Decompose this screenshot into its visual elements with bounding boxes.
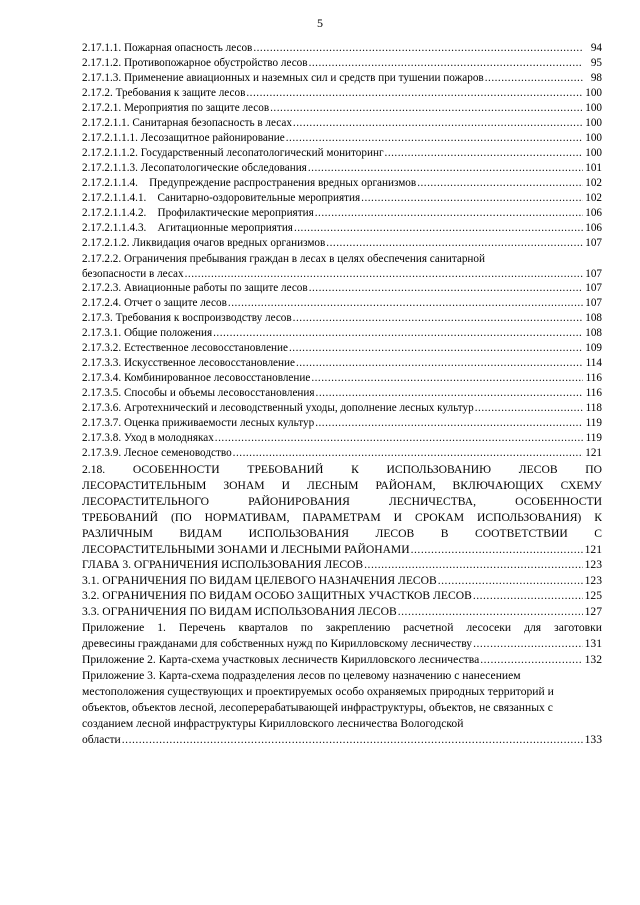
toc-entry-text: 2.18. ОСОБЕННОСТИ ТРЕБОВАНИЙ К ИСПОЛЬЗОВАНИЮ ЛЕСОВ ПО	[82, 463, 602, 476]
toc-page-number: 121	[585, 447, 602, 459]
toc-leader-dots	[293, 312, 583, 324]
toc-entry	[82, 357, 602, 372]
toc-entry-text: 2.17.2.1.2. Ликвидация очагов вредных организмов	[82, 237, 326, 249]
toc-entry-text: 2.17.1.2. Противопожарное обустройство лесов	[82, 57, 308, 69]
toc-entry-text: 2.17.3.7. Оценка приживаемости лесных культур	[82, 417, 315, 429]
toc-leader-dots	[398, 605, 583, 618]
toc-page-number: 102	[585, 177, 602, 189]
toc-entry-text: ГЛАВА 3. ОГРАНИЧЕНИЯ ИСПОЛЬЗОВАНИЯ ЛЕСОВ	[82, 558, 364, 571]
toc-entry-text: древесины гражданами для собственных нужд по Кирилловскому лесничеству	[82, 637, 473, 650]
toc-page-number: 100	[585, 102, 602, 114]
toc-page-number: 107	[585, 237, 602, 249]
toc-leader-dots	[122, 732, 583, 748]
toc-leader-dots	[311, 372, 583, 384]
toc-entry-text: 2.17.2.1.1.4.3. Агитационные мероприятия	[82, 222, 293, 234]
toc-entry	[82, 72, 602, 87]
toc-entry-appendix-2	[82, 652, 602, 668]
toc-page-number: 107	[585, 268, 602, 280]
toc-entry	[82, 57, 602, 72]
toc-page-number: 100	[585, 117, 602, 129]
toc-page-number: 118	[585, 402, 602, 414]
toc-entry-text: 2.17.3. Требования к воспроизводству лесов	[82, 312, 292, 324]
toc-leader-dots	[213, 327, 583, 339]
toc-entry	[82, 282, 602, 297]
toc-entry-text: 2.17.2.4. Отчет о защите лесов	[82, 297, 227, 309]
toc-page-number: 123	[584, 558, 602, 571]
toc-entry-text: Приложение 1. Перечень кварталов по закреплению расчетной лесосеки для заготовки	[82, 621, 602, 634]
toc-entry	[82, 177, 602, 192]
toc-entry-text: созданием лесной инфраструктуры Кирилловского лесничества Вологодской	[82, 717, 464, 730]
toc-entry-text: 3.3. ОГРАНИЧЕНИЯ ПО ВИДАМ ИСПОЛЬЗОВАНИЯ ЛЕСОВ	[82, 604, 397, 618]
table-of-contents	[82, 42, 602, 748]
toc-entry	[82, 297, 602, 312]
toc-entry	[82, 87, 602, 102]
toc-entry	[82, 327, 602, 342]
toc-leader-dots	[253, 42, 583, 54]
toc-entry-text: 2.17.3.6. Агротехнический и лесоводственный уходы, дополнение лесных культур	[82, 402, 474, 414]
toc-leader-dots	[438, 574, 583, 587]
toc-leader-dots	[215, 432, 583, 444]
toc-page-number: 101	[585, 162, 602, 174]
toc-entry-text: 2.17.3.5. Способы и объемы лесовосстановления	[82, 387, 315, 399]
toc-entry	[82, 447, 602, 462]
toc-leader-dots	[473, 589, 583, 602]
toc-entry	[82, 192, 602, 207]
toc-page-number: 133	[584, 733, 602, 746]
toc-page-number: 106	[585, 222, 602, 234]
toc-entry-text: 2.17.3.3. Искусственное лесовосстановление	[82, 357, 295, 369]
toc-leader-dots	[309, 57, 583, 69]
toc-page-number: 121	[584, 543, 602, 556]
toc-group-chapter-3	[82, 558, 602, 620]
toc-entry-text: 2.17.2.1.1.1. Лесозащитное районирование	[82, 132, 285, 144]
toc-entry	[82, 589, 602, 605]
toc-entry-text: ЛЕСОРАСТИТЕЛЬНОГО РАЙОНИРОВАНИЯ ЛЕСНИЧЕСТВА, ОСОБЕННОСТИ	[82, 495, 602, 508]
toc-entry-text: 2.17.3.1. Общие положения	[82, 327, 213, 339]
toc-entry-text: 2.17.2.3. Авиационные работы по защите лесов	[82, 282, 308, 294]
toc-leader-dots	[485, 72, 583, 84]
toc-leader-dots	[228, 297, 583, 309]
toc-page-number: 108	[585, 327, 602, 339]
toc-page-number: 98	[590, 72, 602, 84]
toc-entry	[82, 342, 602, 357]
toc-page-number: 107	[585, 282, 602, 294]
toc-entry-text: 2.17.2.1.1.4.2. Профилактические мероприятия	[82, 207, 314, 219]
toc-group-forest-protection	[82, 42, 602, 252]
toc-entry-text: 2.17.2.2. Ограничения пребывания граждан в лесах в целях обеспечения санитарной	[82, 253, 485, 265]
toc-page-number: 108	[585, 312, 602, 324]
toc-leader-dots	[308, 162, 583, 174]
toc-entry-text: 2.17.1.1. Пожарная опасность лесов	[82, 42, 253, 54]
toc-entry-text: области	[82, 733, 121, 746]
toc-entry	[82, 117, 602, 132]
toc-entry-text: ЛЕСОРАСТИТЕЛЬНЫМ ЗОНАМ И ЛЕСНЫМ РАЙОНАМ, ВКЛЮЧАЮЩИХ СХЕМУ	[82, 479, 602, 492]
toc-entry-text: 2.17.2. Требования к защите лесов	[82, 87, 246, 99]
toc-entry-text: объектов, объектов лесной, лесоперерабатывающей инфраструктуры, объектов, не связанных с	[82, 701, 553, 714]
toc-page-number: 100	[585, 87, 602, 99]
toc-leader-dots	[293, 117, 583, 129]
toc-entry	[82, 417, 602, 432]
toc-entry-appendix-3	[82, 668, 602, 748]
toc-page-number: 106	[585, 207, 602, 219]
toc-entry	[82, 402, 602, 417]
toc-leader-dots	[316, 387, 583, 399]
toc-entry-restrictions	[82, 252, 602, 282]
toc-page-number: 119	[585, 432, 602, 444]
page-number: 5	[317, 16, 323, 30]
toc-entry-text: 2.17.3.9. Лесное семеноводство	[82, 447, 232, 459]
toc-leader-dots	[315, 207, 583, 219]
toc-page-number: 119	[585, 417, 602, 429]
toc-entry	[82, 387, 602, 402]
toc-entry-text: 3.2. ОГРАНИЧЕНИЯ ПО ВИДАМ ОСОБО ЗАЩИТНЫХ УЧАСТКОВ ЛЕСОВ	[82, 589, 472, 602]
toc-leader-dots	[294, 222, 583, 234]
toc-page-number: 100	[585, 147, 602, 159]
toc-entry-text: 2.17.2.1.1.2. Государственный лесопатологический мониторинг	[82, 147, 384, 159]
toc-entry-text: ТРЕБОВАНИЙ (ПО НОРМАТИВАМ, ПАРАМЕТРАМ И СРОКАМ ИСПОЛЬЗОВАНИЯ) К	[82, 511, 602, 524]
toc-page-number: 127	[584, 604, 602, 618]
toc-page-number: 114	[585, 357, 602, 369]
toc-page-number: 116	[585, 387, 602, 399]
toc-entry	[82, 432, 602, 447]
toc-entry-text: 2.17.2.1.1.4.1. Санитарно-оздоровительные мероприятия	[82, 192, 361, 204]
toc-leader-dots	[475, 402, 583, 414]
toc-entry	[82, 312, 602, 327]
toc-leader-dots	[411, 542, 583, 558]
toc-page-number: 123	[584, 573, 602, 587]
toc-entry	[82, 574, 602, 590]
toc-leader-dots	[364, 558, 583, 571]
toc-entry	[82, 207, 602, 222]
toc-entry	[82, 102, 602, 117]
toc-page-number: 100	[585, 132, 602, 144]
toc-leader-dots	[233, 447, 583, 459]
toc-entry-text: 2.17.3.4. Комбинированное лесовосстановление	[82, 372, 311, 384]
toc-entry	[82, 162, 602, 177]
toc-entry-text: 2.17.3.2. Естественное лесовосстановление	[82, 342, 288, 354]
toc-entry-text: РАЗЛИЧНЫМ ВИДАМ ИСПОЛЬЗОВАНИЯ ЛЕСОВ В СООТВЕТСТВИИ С	[82, 527, 602, 540]
toc-entry-text: безопасности в лесах	[82, 268, 184, 280]
toc-entry-text: 2.17.2.1.1. Санитарная безопасность в лесах	[82, 117, 292, 129]
toc-entry-text: 2.17.3.8. Уход в молодняках	[82, 432, 214, 444]
toc-entry	[82, 222, 602, 237]
toc-page-number: 94	[590, 42, 602, 54]
toc-leader-dots	[286, 132, 583, 144]
toc-leader-dots	[296, 357, 583, 369]
toc-leader-dots	[326, 237, 583, 249]
toc-entry	[82, 605, 602, 621]
toc-leader-dots	[315, 417, 583, 429]
toc-entry-text: ЛЕСОРАСТИТЕЛЬНЫМИ ЗОНАМИ И ЛЕСНЫМИ РАЙОНАМИ	[82, 543, 410, 556]
toc-page-number: 109	[585, 342, 602, 354]
toc-page-number: 95	[590, 57, 602, 69]
toc-page-number: 116	[585, 372, 602, 384]
toc-leader-dots	[246, 87, 583, 99]
toc-entry-text: Приложение 2. Карта-схема участковых лесничеств Кирилловского лесничества	[82, 653, 480, 666]
toc-leader-dots	[480, 652, 583, 668]
toc-entry	[82, 558, 602, 574]
toc-leader-dots	[309, 282, 583, 294]
toc-leader-dots	[289, 342, 583, 354]
toc-entry-appendix-1	[82, 620, 602, 652]
toc-entry-text: 2.17.2.1.1.4. Предупреждение распространения вредных организмов	[82, 177, 417, 189]
toc-leader-dots	[473, 636, 583, 652]
toc-entry-text: 2.17.2.1.1.3. Лесопатологические обследования	[82, 162, 307, 174]
toc-leader-dots	[185, 267, 583, 282]
toc-leader-dots	[270, 102, 583, 114]
toc-entry	[82, 42, 602, 57]
toc-entry-text: 3.1. ОГРАНИЧЕНИЯ ПО ВИДАМ ЦЕЛЕВОГО НАЗНАЧЕНИЯ ЛЕСОВ	[82, 573, 437, 587]
toc-group-reproduction	[82, 282, 602, 462]
toc-leader-dots	[361, 192, 583, 204]
toc-entry-text: 2.17.2.1. Мероприятия по защите лесов	[82, 102, 270, 114]
toc-entry-section-2-18	[82, 462, 602, 558]
toc-page-number: 107	[585, 297, 602, 309]
toc-page-number: 131	[584, 637, 602, 650]
toc-page-number: 132	[584, 653, 602, 666]
toc-entry	[82, 372, 602, 387]
toc-entry	[82, 132, 602, 147]
toc-entry	[82, 237, 602, 252]
toc-entry-text: 2.17.1.3. Применение авиационных и наземных сил и средств при тушении пожаров	[82, 72, 484, 84]
toc-entry-text: Приложение 3. Карта-схема подразделения лесов по целевому назначению с нанесением	[82, 669, 521, 682]
toc-leader-dots	[385, 147, 583, 159]
toc-page-number: 125	[584, 589, 602, 602]
toc-entry	[82, 147, 602, 162]
toc-leader-dots	[417, 177, 583, 189]
toc-entry-text: местоположения существующих и проектируемых особо охраняемых природных территорий и	[82, 685, 554, 698]
toc-page-number: 102	[585, 192, 602, 204]
